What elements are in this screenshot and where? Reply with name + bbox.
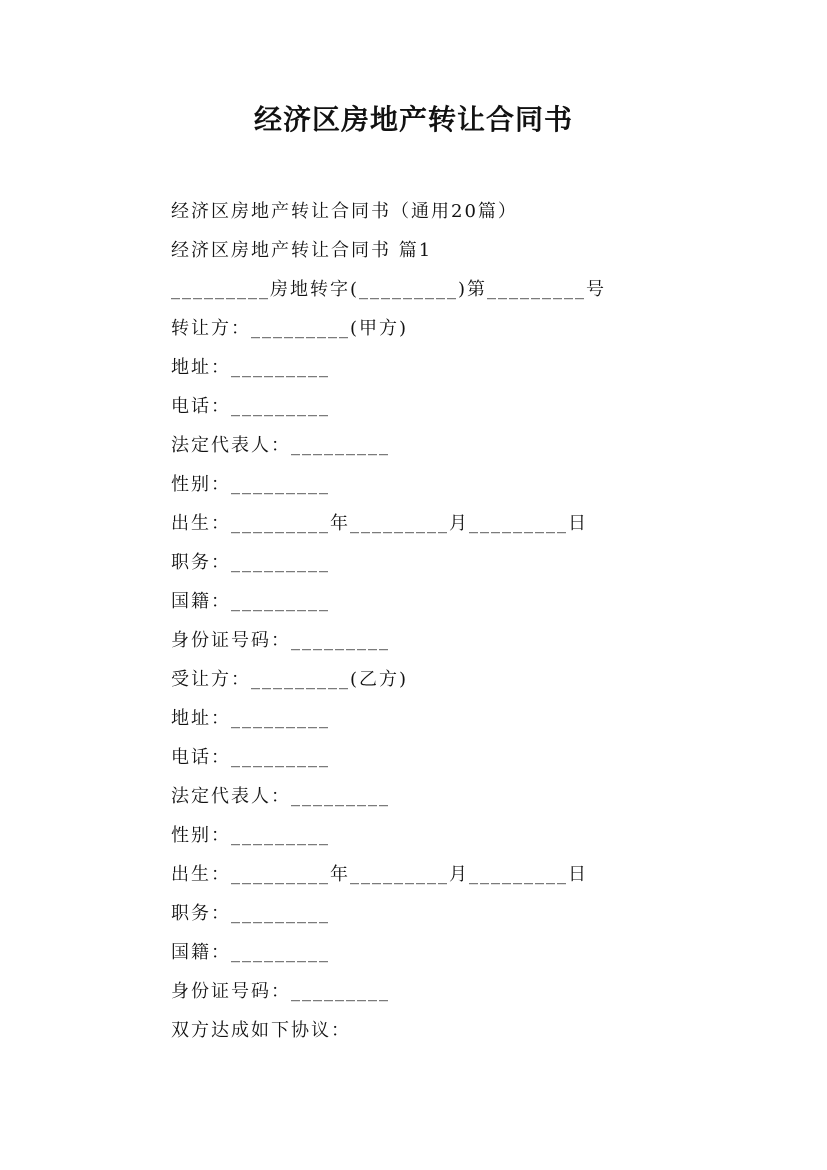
party-a-id-line: 身份证号码：_________ <box>171 630 390 651</box>
party-a-legal-rep-line: 法定代表人：_________ <box>171 435 390 456</box>
party-a-birth-line: 出生：_________年_________月_________日 <box>171 513 588 534</box>
party-b-legal-rep-line: 法定代表人：_________ <box>171 786 390 807</box>
transferee-line: 受让方：_________(乙方) <box>171 669 409 690</box>
party-b-gender-line: 性别：_________ <box>171 825 330 846</box>
party-b-nationality-line: 国籍：_________ <box>171 942 330 963</box>
party-a-phone-line: 电话：_________ <box>171 396 330 417</box>
document-title: 经济区房地产转让合同书 <box>253 103 573 136</box>
party-a-gender-line: 性别：_________ <box>171 474 330 495</box>
agreement-intro-line: 双方达成如下协议： <box>171 1020 351 1041</box>
section-heading: 经济区房地产转让合同书 篇1 <box>171 240 433 261</box>
contract-number-line: _________房地转字(_________)第_________号 <box>171 279 607 300</box>
party-a-position-line: 职务：_________ <box>171 552 330 573</box>
party-b-id-line: 身份证号码：_________ <box>171 981 390 1002</box>
subtitle-line: 经济区房地产转让合同书（通用20篇） <box>171 201 518 222</box>
document-body <box>171 192 771 1050</box>
party-a-nationality-line: 国籍：_________ <box>171 591 330 612</box>
party-b-phone-line: 电话：_________ <box>171 747 330 768</box>
party-b-birth-line: 出生：_________年_________月_________日 <box>171 864 588 885</box>
transferor-line: 转让方：_________(甲方) <box>171 318 409 339</box>
party-b-address-line: 地址：_________ <box>171 708 330 729</box>
party-a-address-line: 地址：_________ <box>171 357 330 378</box>
party-b-position-line: 职务：_________ <box>171 903 330 924</box>
